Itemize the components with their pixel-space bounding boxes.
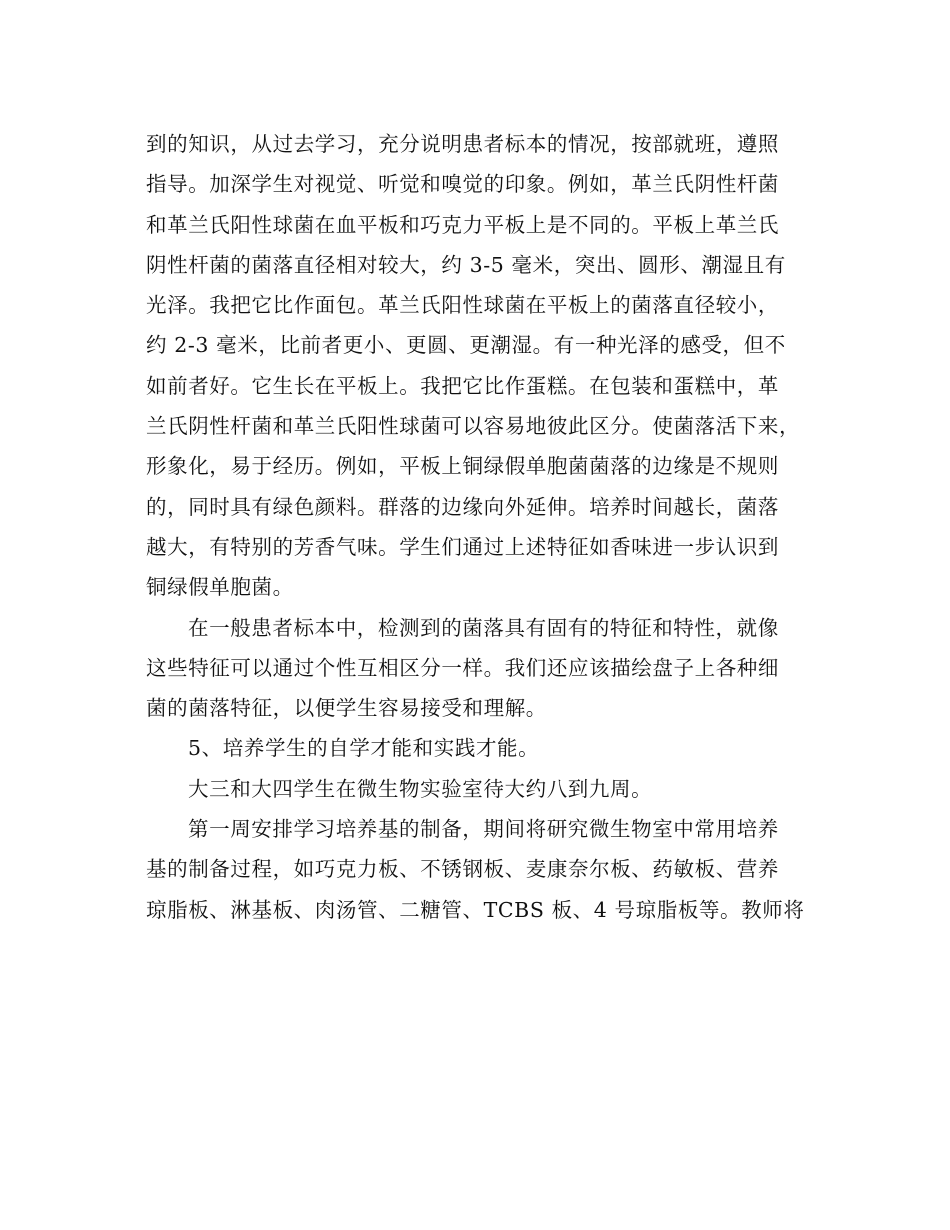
- text-line: 光泽。我把它比作面包。革兰氏阳性球菌在平板上的菌落直径较小，: [146, 293, 779, 318]
- text-line: 阴性杆菌的菌落直径相对较大，约 3-5 毫米，突出、圆形、潮湿且有: [146, 252, 786, 277]
- text-line: 的，同时具有绿色颜料。群落的边缘向外延伸。培养时间越长，菌落: [146, 494, 779, 519]
- text-line: 越大，有特别的芳香气味。学生们通过上述特征如香味进一步认识到: [146, 534, 779, 559]
- text-line: 这些特征可以通过个性互相区分一样。我们还应该描绘盘子上各种细: [146, 655, 779, 680]
- section-heading: 5、培养学生的自学才能和实践才能。: [188, 736, 540, 761]
- text-line: 形象化，易于经历。例如，平板上铜绿假单胞菌菌落的边缘是不规则: [146, 454, 779, 479]
- paragraph-start-line: 在一般患者标本中，检测到的菌落具有固有的特征和特性，就像: [188, 615, 779, 640]
- text-line: 和革兰氏阳性球菌在血平板和巧克力平板上是不同的。平板上革兰氏: [146, 212, 779, 237]
- text-line: 约 2-3 毫米，比前者更小、更圆、更潮湿。有一种光泽的感受，但不: [146, 333, 786, 358]
- text-line: 兰氏阴性杆菌和革兰氏阳性球菌可以容易地彼此区分。使菌落活下来，: [146, 414, 801, 439]
- paragraph-start-line: 大三和大四学生在微生物实验室待大约八到九周。: [188, 776, 653, 801]
- body-text: [146, 124, 826, 930]
- text-line: 菌的菌落特征，以便学生容易接受和理解。: [146, 696, 547, 721]
- text-line: 如前者好。它生长在平板上。我把它比作蛋糕。在包装和蛋糕中，革: [146, 373, 779, 398]
- text-line: 指导。加深学生对视觉、听觉和嗅觉的印象。例如，革兰氏阴性杆菌: [146, 172, 779, 197]
- text-line: 基的制备过程，如巧克力板、不锈钢板、麦康奈尔板、药敏板、营养: [146, 857, 779, 882]
- text-line: 琼脂板、淋基板、肉汤管、二糖管、TCBS 板、4 号琼脂板等。教师将: [146, 897, 805, 922]
- paragraph-start-line: 第一周安排学习培养基的制备，期间将研究微生物室中常用培养: [188, 817, 779, 842]
- text-line: 到的知识，从过去学习，充分说明患者标本的情况，按部就班，遵照: [146, 132, 779, 156]
- text-line: 铜绿假单胞菌。: [146, 575, 294, 600]
